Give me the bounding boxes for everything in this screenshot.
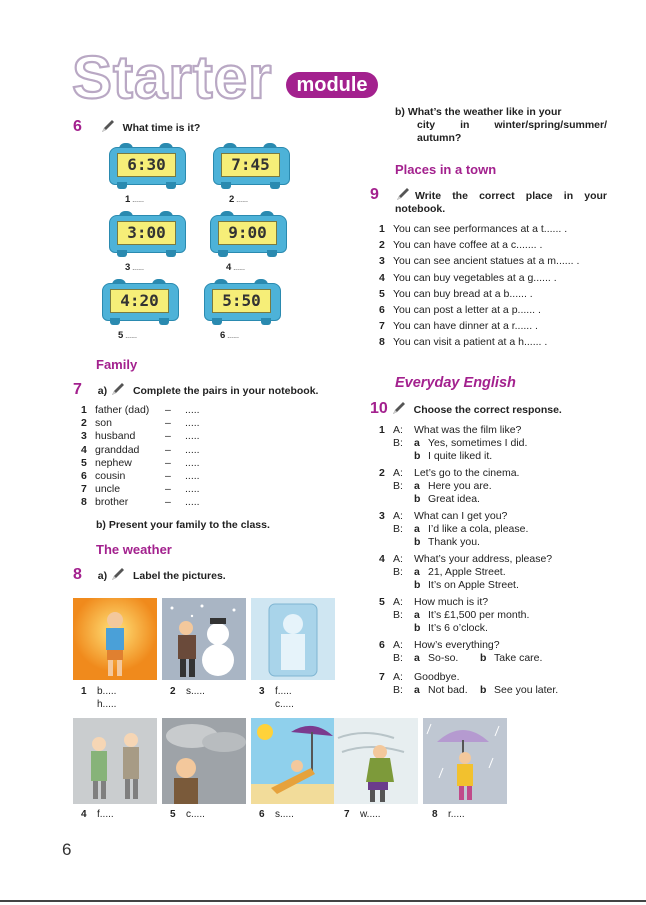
item-number: 6 xyxy=(259,809,265,820)
response-option xyxy=(379,622,619,635)
dialogue-item xyxy=(379,671,619,697)
exercise-9-num: 9 xyxy=(370,186,379,203)
dash: – xyxy=(165,483,171,496)
weather-label-line xyxy=(259,685,294,698)
weather-label-line: c..... xyxy=(275,699,294,710)
option-key: a xyxy=(414,480,420,492)
dialogue-line-a xyxy=(379,424,619,437)
answer-blank: f..... xyxy=(275,686,292,697)
option-key: b xyxy=(480,652,487,664)
answer-blank: ...... xyxy=(234,197,248,204)
speaker-a: A: xyxy=(393,671,403,683)
clock-time: 9:00 xyxy=(218,221,277,245)
weather-label-line xyxy=(170,685,205,698)
clock-answer-label xyxy=(118,329,137,343)
place-item xyxy=(379,288,619,301)
clock-leg xyxy=(117,250,127,257)
family-row xyxy=(81,496,221,509)
exercise-8b: b) What’s the weather like in your city in winter/spring/summer/ autumn? xyxy=(395,106,607,144)
prompt-text: How’s everything? xyxy=(414,639,500,651)
item-number: 7 xyxy=(379,320,385,333)
option-text: 21, Apple Street. xyxy=(428,566,506,578)
family-row xyxy=(81,430,221,443)
pencil-icon xyxy=(395,186,411,202)
place-sentence: You can see ancient statues at a m...... . xyxy=(393,255,580,268)
exercise-6-header: 6 What time is it? xyxy=(73,118,201,135)
family-row xyxy=(81,404,221,417)
dash: – xyxy=(165,496,171,509)
cloudy-weather-picture xyxy=(162,718,246,804)
speaker-b: B: xyxy=(393,609,403,621)
place-sentence: You can visit a patient at a h...... . xyxy=(393,336,548,349)
alarm-clock xyxy=(210,215,285,257)
item-number: 1 xyxy=(379,424,385,436)
option-text: It’s £1,500 per month. xyxy=(428,609,530,621)
weather-label xyxy=(170,808,205,821)
answer-blank: ..... xyxy=(185,404,200,416)
option-text: Not bad. xyxy=(428,684,468,696)
place-sentence: You can see performances at a t...... . xyxy=(393,223,568,235)
weather-label xyxy=(259,808,294,821)
dash: – xyxy=(165,430,171,443)
speaker-b: B: xyxy=(393,523,403,535)
dialogue-line-a xyxy=(379,553,619,566)
response-option xyxy=(379,579,619,592)
answer-blank: ..... xyxy=(185,456,200,469)
answer-blank: b..... xyxy=(97,686,117,697)
option-key: b xyxy=(414,450,421,462)
dialogue-line-a xyxy=(379,671,619,684)
clock-leg xyxy=(159,318,169,325)
family-word: husband xyxy=(95,430,136,443)
option-key: b xyxy=(414,579,421,591)
option-key: a xyxy=(414,652,420,664)
clock-leg xyxy=(212,318,222,325)
alarm-clock xyxy=(109,215,184,257)
rainy-weather-picture xyxy=(423,718,507,804)
weather-label xyxy=(81,808,114,821)
option-key: b xyxy=(414,622,421,634)
speaker-b: B: xyxy=(393,480,403,492)
dialogue-line-a xyxy=(379,510,619,523)
prompt-text: What was the film like? xyxy=(414,424,522,436)
foggy-weather-picture xyxy=(73,718,157,804)
dash: – xyxy=(165,417,171,430)
dialogue-item xyxy=(379,424,619,463)
response-option xyxy=(379,450,619,463)
answer-blank: s..... xyxy=(275,809,294,820)
option-key: a xyxy=(414,609,420,621)
option-text: See you later. xyxy=(494,684,559,696)
family-word: granddad xyxy=(95,443,140,456)
clock-leg xyxy=(270,182,280,189)
item-number: 8 xyxy=(432,809,438,820)
weather-label-line xyxy=(81,685,116,698)
snowy-weather-picture xyxy=(162,598,246,680)
family-word: uncle xyxy=(95,483,121,496)
clock-answer-label xyxy=(229,193,248,207)
freezing-weather-picture xyxy=(251,598,335,680)
dash: – xyxy=(165,470,171,482)
response-option xyxy=(379,493,619,506)
response-option xyxy=(379,652,619,665)
dialogue-item xyxy=(379,639,619,665)
item-number: 3 xyxy=(259,686,265,697)
place-item xyxy=(379,336,619,349)
clock-time: 4:20 xyxy=(110,289,169,313)
prompt-text: What’s your address, please? xyxy=(414,553,553,565)
item-number: 4 xyxy=(379,271,385,284)
speaker-b: B: xyxy=(393,437,403,449)
answer-blank: ...... xyxy=(225,333,239,340)
place-sentence: You can buy vegetables at a g...... . xyxy=(393,271,557,284)
clock-time: 6:30 xyxy=(117,153,176,177)
prompt-text: Let’s go to the cinema. xyxy=(414,467,520,479)
option-text: I quite liked it. xyxy=(428,450,493,462)
item-number: 2 xyxy=(170,686,176,697)
response-option xyxy=(379,437,619,450)
answer-blank: ...... xyxy=(130,265,144,272)
clock-leg xyxy=(218,250,228,257)
clock-number: 6 xyxy=(220,330,226,341)
svg-text:Starter: Starter xyxy=(72,44,273,108)
place-sentence: You can have dinner at a r...... . xyxy=(393,320,538,333)
clock-answer-label xyxy=(125,261,144,275)
speaker-a: A: xyxy=(393,510,403,522)
answer-blank: ..... xyxy=(185,417,200,430)
item-number: 3 xyxy=(379,255,385,268)
title-starter xyxy=(70,44,280,108)
family-word: father (dad) xyxy=(95,404,150,416)
answer-blank: ..... xyxy=(185,470,200,482)
pencil-icon xyxy=(110,566,126,582)
clock-number: 5 xyxy=(118,330,124,341)
family-row xyxy=(81,470,221,483)
item-number: 2 xyxy=(379,239,385,252)
option-key: a xyxy=(414,523,420,535)
dialogue-item xyxy=(379,510,619,549)
place-item xyxy=(379,272,619,285)
answer-blank: ..... xyxy=(185,483,200,496)
weather-heading: The weather xyxy=(96,542,172,557)
response-option xyxy=(379,684,619,697)
item-number: 6 xyxy=(81,470,87,482)
response-option xyxy=(379,480,619,493)
page-title xyxy=(70,44,280,113)
clock-number: 1 xyxy=(125,194,131,205)
item-number: 4 xyxy=(81,809,87,820)
dialogue-item xyxy=(379,467,619,506)
clock-leg xyxy=(221,182,231,189)
clock-leg xyxy=(261,318,271,325)
prompt-text: Goodbye. xyxy=(414,671,460,683)
alarm-clock xyxy=(102,283,177,325)
option-key: a xyxy=(414,566,420,578)
exercise-7-header: 7 a) Complete the pairs in your notebook. xyxy=(73,381,319,398)
page-number: 6 xyxy=(62,840,72,859)
alarm-clock xyxy=(213,147,288,189)
speaker-a: A: xyxy=(393,424,403,436)
place-item xyxy=(379,304,619,317)
item-number: 5 xyxy=(81,456,87,469)
dialogue-item xyxy=(379,553,619,592)
response-option xyxy=(379,536,619,549)
place-item xyxy=(379,223,619,236)
alarm-clock xyxy=(109,147,184,189)
speaker-a: A: xyxy=(393,639,403,651)
answer-blank: ...... xyxy=(231,265,245,272)
pencil-icon xyxy=(110,381,126,397)
clock-answer-label xyxy=(226,261,245,275)
family-heading: Family xyxy=(96,357,138,372)
clock-time: 7:45 xyxy=(221,153,280,177)
speaker-a: A: xyxy=(393,467,403,479)
answer-blank: ..... xyxy=(185,443,200,456)
family-row xyxy=(81,417,221,430)
module-badge: module xyxy=(286,72,378,98)
family-word: nephew xyxy=(95,456,132,469)
option-key: b xyxy=(414,536,421,548)
hot-weather-picture xyxy=(73,598,157,680)
speaker-b: B: xyxy=(393,652,403,664)
exercise-7b: b) Present your family to the class. xyxy=(96,519,270,531)
item-number: 6 xyxy=(379,639,385,651)
answer-blank: w..... xyxy=(360,809,381,820)
item-number: 4 xyxy=(379,553,385,565)
dash: – xyxy=(165,456,171,469)
place-sentence: You can buy bread at a b...... . xyxy=(393,287,533,300)
option-key: a xyxy=(414,437,420,449)
item-number: 1 xyxy=(379,223,385,235)
response-option xyxy=(379,523,619,536)
option-key: b xyxy=(414,493,421,505)
item-number: 8 xyxy=(379,336,385,349)
page-bottom-rule xyxy=(0,900,646,902)
option-text: It’s on Apple Street. xyxy=(428,579,519,591)
response-option xyxy=(379,566,619,579)
answer-blank: c..... xyxy=(186,809,205,820)
place-sentence: You can post a letter at a p...... . xyxy=(393,304,541,316)
answer-blank: s..... xyxy=(186,686,205,697)
dialogue-line-a xyxy=(379,596,619,609)
pencil-icon xyxy=(100,118,116,134)
clock-number: 3 xyxy=(125,262,131,273)
clock-leg xyxy=(117,182,127,189)
place-sentence: You can have coffee at a c....... . xyxy=(393,239,543,252)
sunny-weather-picture xyxy=(251,718,335,804)
place-item xyxy=(379,320,619,333)
item-number: 7 xyxy=(81,483,87,496)
option-key: b xyxy=(480,684,487,696)
dash: – xyxy=(165,443,171,456)
family-word: brother xyxy=(95,496,129,509)
clock-number: 2 xyxy=(229,194,235,205)
clock-answer-label xyxy=(125,193,144,207)
weather-label xyxy=(170,685,205,698)
clock-leg xyxy=(110,318,120,325)
dialogue-item xyxy=(379,596,619,635)
dialogue-line-a xyxy=(379,639,619,652)
item-number: 5 xyxy=(379,596,385,608)
prompt-text: How much is it? xyxy=(414,596,489,608)
family-row xyxy=(81,483,221,496)
weather-label xyxy=(81,685,116,711)
dash: – xyxy=(165,404,171,416)
pencil-icon xyxy=(391,400,407,416)
weather-label xyxy=(432,808,465,821)
prompt-text: What can I get you? xyxy=(414,510,508,522)
option-key: a xyxy=(414,684,420,696)
family-word: cousin xyxy=(95,470,126,482)
clock-leg xyxy=(166,182,176,189)
alarm-clock xyxy=(204,283,279,325)
item-number: 8 xyxy=(81,496,87,509)
answer-blank: ..... xyxy=(185,430,200,443)
clock-time: 3:00 xyxy=(117,221,176,245)
clock-time: 5:50 xyxy=(212,289,271,313)
response-option xyxy=(379,609,619,622)
dialogue-line-a xyxy=(379,467,619,480)
clock-number: 4 xyxy=(226,262,232,273)
item-number: 2 xyxy=(81,417,87,430)
item-number: 6 xyxy=(379,304,385,316)
item-number: 4 xyxy=(81,443,87,456)
speaker-b: B: xyxy=(393,566,403,578)
exercise-10-header: 10 Choose the correct response. xyxy=(370,400,562,417)
exercise-9-instruction: Write the correct place in your notebook. xyxy=(395,186,607,216)
family-row xyxy=(81,444,221,457)
item-number: 7 xyxy=(344,809,350,820)
item-number: 2 xyxy=(379,467,385,479)
family-word: son xyxy=(95,417,112,430)
answer-blank: ...... xyxy=(130,197,144,204)
item-number: 5 xyxy=(379,287,385,300)
answer-blank: ...... xyxy=(123,333,137,340)
everyday-english-heading: Everyday English xyxy=(395,375,516,391)
option-text: It’s 6 o’clock. xyxy=(428,622,488,634)
answer-blank: r..... xyxy=(448,809,465,820)
option-text: I’d like a cola, please. xyxy=(428,523,529,535)
option-text: Here you are. xyxy=(428,480,492,492)
option-text: Yes, sometimes I did. xyxy=(428,437,528,449)
clock-leg xyxy=(267,250,277,257)
family-row xyxy=(81,457,221,470)
answer-blank: f..... xyxy=(97,809,114,820)
option-text: So-so. xyxy=(428,652,459,664)
weather-label xyxy=(344,808,381,821)
item-number: 7 xyxy=(379,671,385,683)
option-text: Great idea. xyxy=(428,493,480,505)
windy-weather-picture xyxy=(334,718,418,804)
clock-leg xyxy=(166,250,176,257)
speaker-a: A: xyxy=(393,553,403,565)
item-number: 5 xyxy=(170,809,176,820)
weather-label xyxy=(259,685,294,711)
item-number: 3 xyxy=(81,430,87,443)
clock-answer-label xyxy=(220,329,239,343)
places-heading: Places in a town xyxy=(395,162,497,177)
weather-label-line: h..... xyxy=(97,699,117,710)
item-number: 1 xyxy=(81,404,87,416)
option-text: Thank you. xyxy=(428,536,480,548)
exercise-8-header: 8 a) Label the pictures. xyxy=(73,566,226,583)
place-item xyxy=(379,239,619,252)
answer-blank: ..... xyxy=(185,496,200,509)
item-number: 3 xyxy=(379,510,385,522)
item-number: 1 xyxy=(81,686,87,697)
speaker-b: B: xyxy=(393,684,403,696)
option-text: Take care. xyxy=(494,652,543,664)
place-item xyxy=(379,255,619,268)
speaker-a: A: xyxy=(393,596,403,608)
